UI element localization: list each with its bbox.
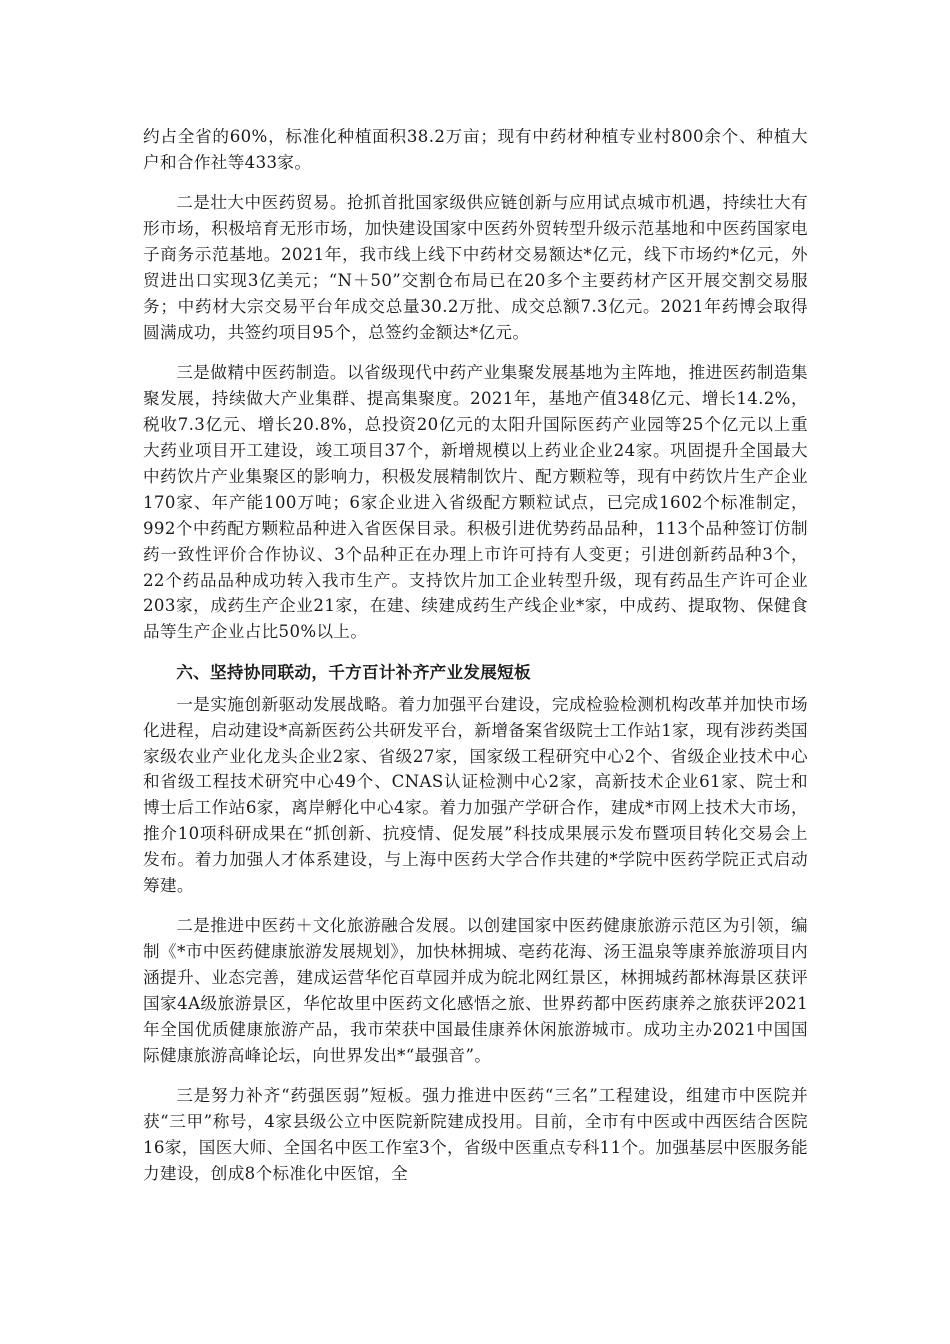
paragraph-trade: 二是壮大中医药贸易。抢抓首批国家级供应链创新与应用试点城市机遇，持续壮大有形市场，积极培育无形市场，加快建设国家中医药外贸转型升级示范基地和中医药国家电子商务示范基地。2021年，我市线上线下中药材交易额达*亿元，线下市场约*亿元，外贸进出口实现3亿美元；“N＋50”交割仓布局已在20多个主要药材产区开展交割交易服务；中药材大宗交易平台年成交总量30.2万批、成交总额7.3亿元。2021年药博会取得圆满成功，共签约项目95个，总签约金额达*亿元。: [143, 193, 808, 342]
document-body: [143, 124, 808, 1202]
section-heading: 六、坚持协同联动，千方百计补齐产业发展短板: [176, 662, 531, 682]
paragraph-innovation: 一是实施创新驱动发展战略。着力加强平台建设，完成检验检测机构改革并加快市场化进程，启动建设*高新医药公共研发平台，新增备案省级院士工作站1家，现有涉药类国家级农业产业化龙头企业2家、省级27家，国家级工程研究中心2个、省级企业技术中心和省级工程技术研究中心49个、CNAS认证检测中心2家，高新技术企业61家、院士和博士后工作站6家，离岸孵化中心4家。着力加强产学研合作，建成*市网上技术大市场，推介10项科研成果在“抓创新、抗疫情、促发展”科技成果展示发布暨项目转化交易会上发布。着力加强人才体系建设，与上海中医药大学合作共建的*学院中医药学院正式启动筹建。: [143, 694, 808, 896]
paragraph-tourism: 二是推进中医药＋文化旅游融合发展。以创建国家中医药健康旅游示范区为引领，编制《*市中医药健康旅游发展规划》，加快林拥城、亳药花海、汤王温泉等康养旅游项目内涵提升、业态完善，建成运营华佗百草园并成为皖北网红景区，林拥城药都林海景区获评国家4A级旅游景区，华佗故里中医药文化感悟之旅、世界药都中医药康养之旅获评2021年全国优质健康旅游产品，我市荣获中国最佳康养休闲旅游城市。成功主办2021中国国际健康旅游高峰论坛，向世界发出*“最强音”。: [143, 916, 808, 1065]
paragraph-continued: 约占全省的60%，标准化种植面积38.2万亩；现有中药材种植专业村800余个、种植大户和合作社等433家。: [143, 127, 808, 172]
paragraph-medical: 三是努力补齐“药强医弱”短板。强力推进中医药“三名”工程建设，组建市中医院并获“三甲”称号，4家县级公立中医院新院建成投用。目前，全市有中医或中西医结合医院16家，国医大师、全国名中医工作室3个，省级中医重点专科11个。加强基层中医服务能力建设，创成8个标准化中医馆，全: [143, 1086, 808, 1184]
paragraph-manufacturing: 三是做精中医药制造。以省级现代中药产业集聚发展基地为主阵地，推进医药制造集聚发展，持续做大产业集群、提高集聚度。2021年，基地产值348亿元、增长14.2%，税收7.3亿元、增长20.8%，总投资20亿元的太阳升国际医药产业园等25个亿元以上重大药业项目开工建设，竣工项目37个，新增规模以上药业企业24家。巩固提升全国最大中药饮片产业集聚区的影响力，积极发展精制饮片、配方颗粒等，现有中药饮片生产企业170家、年产能100万吨；6家企业进入省级配方颗粒试点，已完成1602个标准制定，992个中药配方颗粒品种进入省医保目录。积极引进优势药品品种，113个品种签订仿制药一致性评价合作协议、3个品种正在办理上市许可持有人变更；引进创新药品种3个，22个药品品种成功转入我市生产。支持饮片加工企业转型升级，现有药品生产许可企业203家，成药生产企业21家，在建、续建成药生产线企业*家，中成药、提取物、保健食品等生产企业占比50%以上。: [143, 363, 808, 642]
